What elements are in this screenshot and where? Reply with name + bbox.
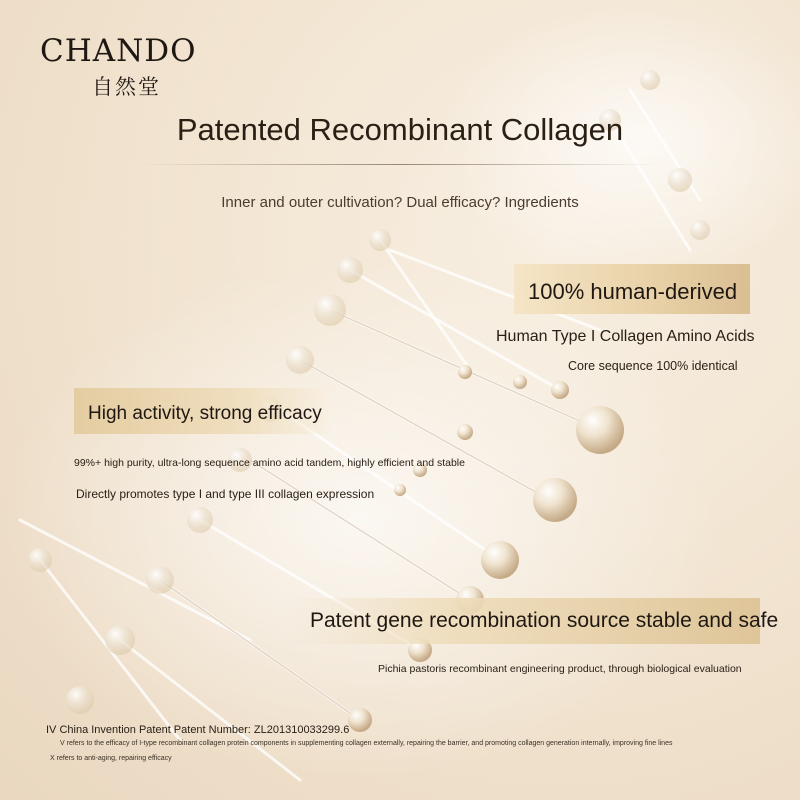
brand-logo bbox=[40, 33, 197, 101]
footnote-v: V refers to the efficacy of I-type recombinant collagen protein components in supplementing collagen externally, repairing the barrier, and promoting collagen generation internally, improving fine lines bbox=[60, 740, 673, 747]
brand-name-cn: 自然堂 bbox=[92, 75, 161, 99]
human-derived-line1: Human Type I Collagen Amino Acids bbox=[496, 328, 755, 345]
page-subtitle: Inner and outer cultivation? Dual efficacy? Ingredients bbox=[221, 194, 579, 211]
human-derived-line2: Core sequence 100% identical bbox=[568, 359, 738, 373]
brand-name-en: CHANDO bbox=[40, 33, 197, 69]
high-activity-badge: High activity, strong efficacy bbox=[74, 388, 330, 434]
human-derived-badge: 100% human-derived bbox=[514, 264, 750, 314]
title-divider bbox=[140, 164, 660, 165]
patent-gene-line1: Pichia pastoris recombinant engineering product, through biological evaluation bbox=[378, 663, 742, 675]
high-activity-line1: 99%+ high purity, ultra-long sequence amino acid tandem, highly efficient and stable bbox=[74, 457, 465, 469]
patent-gene-badge: Patent gene recombination source stable and safe bbox=[290, 598, 760, 644]
patent-number: IV China Invention Patent Patent Number: ZL201310033299.6 bbox=[46, 724, 350, 736]
footnote-x: X refers to anti-aging, repairing efficacy bbox=[50, 755, 172, 762]
high-activity-line2: Directly promotes type I and type III collagen expression bbox=[76, 487, 375, 501]
page-title: Patented Recombinant Collagen bbox=[176, 112, 624, 147]
